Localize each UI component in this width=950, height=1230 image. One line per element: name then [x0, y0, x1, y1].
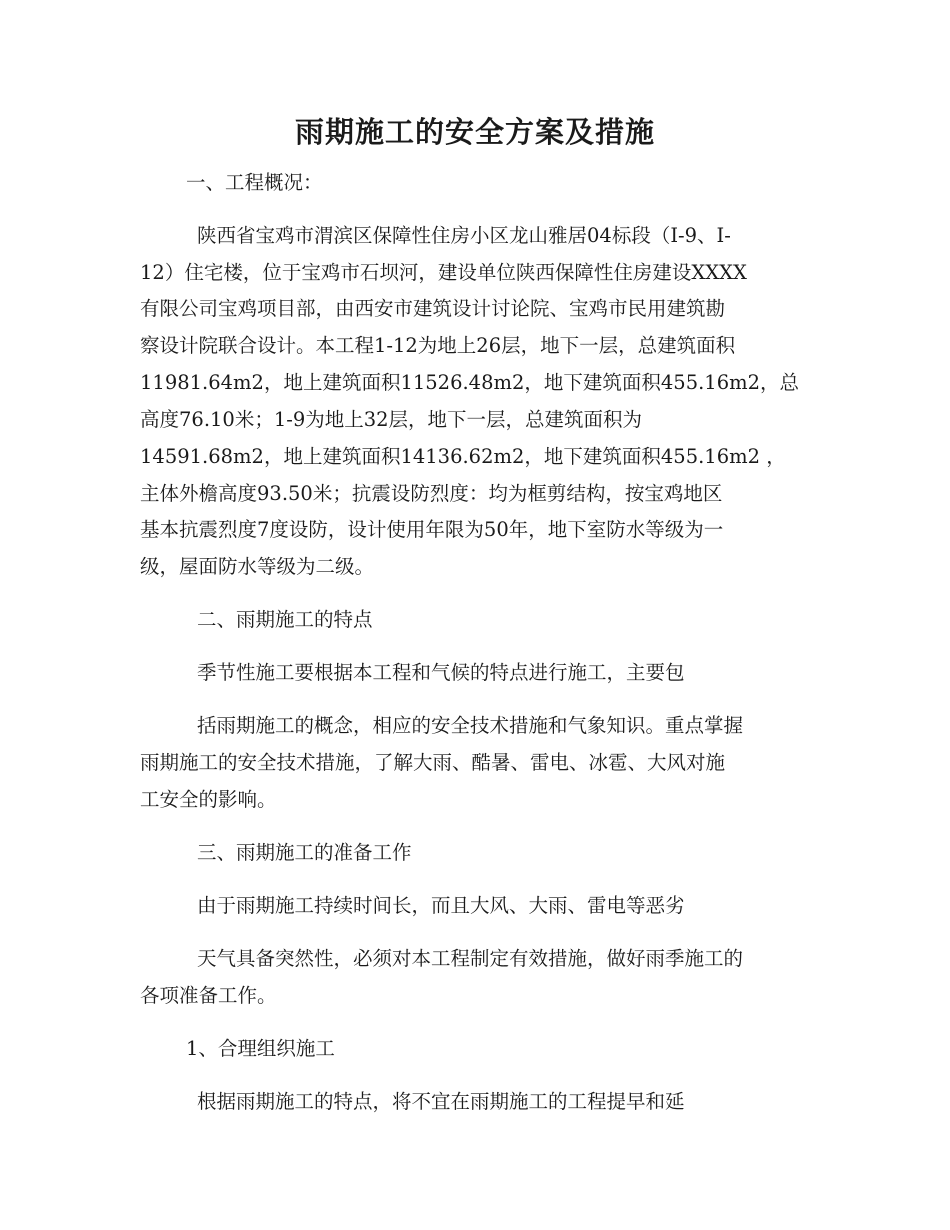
section-heading-overview: 一、工程概况： — [186, 171, 323, 194]
paragraph-line: 高度76.10米；1-9为地上32层，地下一层，总建筑面积为 — [140, 408, 643, 431]
paragraph-line: 14591.68m2，地上建筑面积14136.62m2，地下建筑面积455.16m2 ， — [140, 445, 786, 468]
paragraph-line: 11981.64m2，地上建筑面积11526.48m2，地下建筑面积455.16m2，总 — [140, 371, 800, 394]
paragraph-line: 雨期施工的安全技术措施，了解大雨、酷暑、雷电、冰雹、大风对施 — [140, 751, 726, 774]
paragraph-line: 基本抗震烈度7度设防，设计使用年限为50年，地下室防水等级为一 — [140, 518, 724, 541]
paragraph-line: 陕西省宝鸡市渭滨区保障性住房小区龙山雅居04标段（I-9、I- — [197, 224, 731, 247]
paragraph-line: 括雨期施工的概念，相应的安全技术措施和气象知识。重点掌握 — [197, 714, 744, 737]
subsection-heading-organize: 1、合理组织施工 — [186, 1037, 335, 1060]
paragraph-line: 察设计院联合设计。本工程1-12为地上26层，地下一层，总建筑面积 — [140, 334, 736, 357]
paragraph-line: 工安全的影响。 — [140, 788, 277, 811]
paragraph-line: 根据雨期施工的特点，将不宜在雨期施工的工程提早和延 — [197, 1090, 685, 1113]
paragraph-line: 主体外檐高度93.50米；抗震设防烈度：均为框剪结构，按宝鸡地区 — [140, 482, 723, 505]
paragraph-line: 12）住宅楼，位于宝鸡市石坝河，建设单位陕西保障性住房建设XXXX — [140, 261, 747, 284]
paragraph-line: 各项准备工作。 — [140, 984, 277, 1007]
paragraph-line: 季节性施工要根据本工程和气候的特点进行施工，主要包 — [197, 661, 685, 684]
paragraph-line: 有限公司宝鸡项目部，由西安市建筑设计讨论院、宝鸡市民用建筑勘 — [140, 297, 726, 320]
paragraph-line: 级，屋面防水等级为二级。 — [140, 555, 375, 578]
paragraph-line: 天气具备突然性，必须对本工程制定有效措施，做好雨季施工的 — [197, 947, 744, 970]
section-heading-features: 二、雨期施工的特点 — [197, 608, 373, 631]
section-heading-preparation: 三、雨期施工的准备工作 — [197, 841, 412, 864]
document-title: 雨期施工的安全方案及措施 — [294, 115, 655, 149]
paragraph-line: 由于雨期施工持续时间长，而且大风、大雨、雷电等恶劣 — [197, 894, 685, 917]
